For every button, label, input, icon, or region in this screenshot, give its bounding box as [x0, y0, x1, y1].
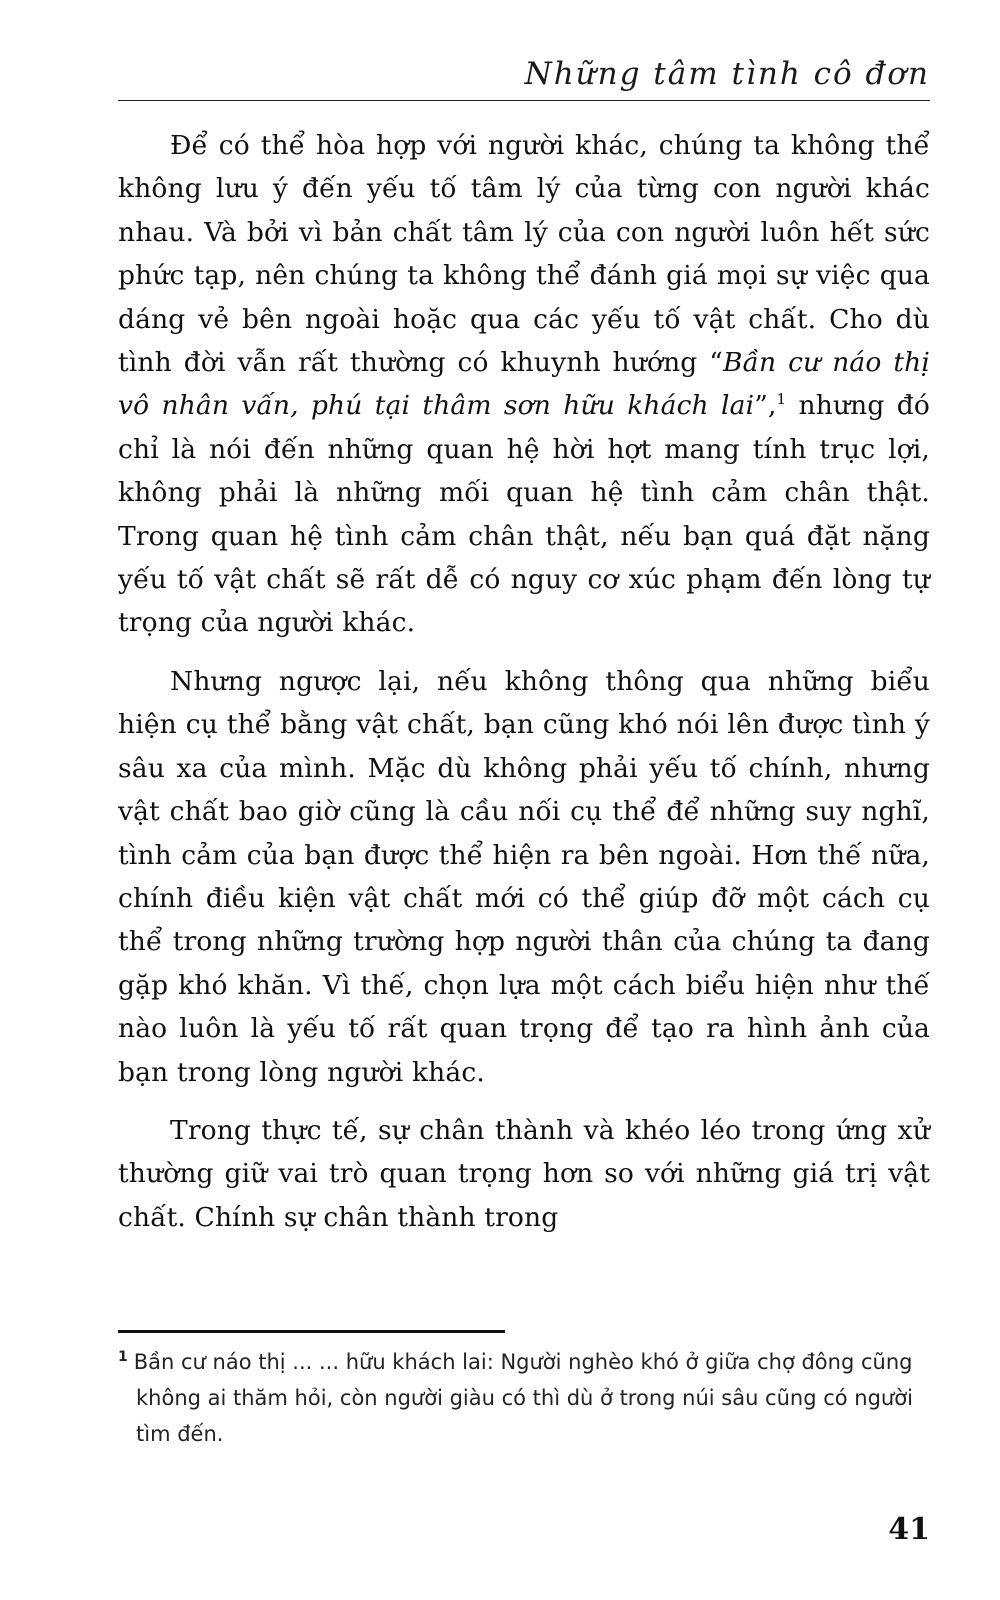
paragraph-1-text-c: nhưng đó chỉ là nói đến những quan hệ hời hợt mang tính trục lợi, không phải là những mối quan hệ tình cảm chân thật. Trong quan hệ tình cảm chân thật, nếu bạn quá đặt nặng yếu tố vật chất sẽ rất dễ có nguy cơ xúc phạm đến lòng tự trọng của người khác.	[118, 390, 930, 639]
footnote-mark: 1	[118, 1349, 128, 1365]
paragraph-1-text-a: Để có thể hòa hợp với người khác, chúng ta không thể không lưu ý đến yếu tố tâm lý của từng con người khác nhau. Và bởi vì bản chất tâm lý của con người luôn hết sức phức tạp, nên chúng ta không thể đánh giá mọi sự việc qua dáng vẻ bên ngoài hoặc qua các yếu tố vật chất. Cho dù tình đời vẫn rất thường có khuynh hướng “	[118, 130, 930, 379]
paragraph-3: Trong thực tế, sự chân thành và khéo léo trong ứng xử thường giữ vai trò quan trọng hơn so với những giá trị vật chất. Chính sự chân thành trong	[118, 1114, 930, 1233]
footnote-divider	[118, 1330, 505, 1333]
running-title: Những tâm tình cô đơn	[524, 56, 930, 92]
page-number: 41	[888, 1512, 930, 1547]
footnote-text: Bần cư náo thị ... ... hữu khách lai: Người nghèo khó ở giữa chợ đông cũng không ai thăm hỏi, còn người giàu có thì dù ở trong núi sâu cũng có người tìm đến.	[133, 1350, 913, 1446]
body-text	[118, 124, 930, 1254]
footnote	[118, 1344, 930, 1452]
proverb-quote: Bần cư náo thị vô nhân vấn, phú tại thâm sơn hữu khách lai	[118, 347, 930, 422]
paragraph-1	[118, 124, 930, 645]
running-header	[118, 54, 930, 101]
footnote-body	[118, 1344, 930, 1452]
footnote-reference[interactable]: 1	[776, 390, 787, 409]
paragraph-1-text-b: ”,	[754, 390, 777, 422]
paragraph-2: Nhưng ngược lại, nếu không thông qua những biểu hiện cụ thể bằng vật chất, bạn cũng khó nói lên được tình ý sâu xa của mình. Mặc dù không phải yếu tố chính, nhưng vật chất bao giờ cũng là cầu nối cụ thể để những suy nghĩ, tình cảm của bạn được thể hiện ra bên ngoài. Hơn thế nữa, chính điều kiện vật chất mới có thể giúp đỡ một cách cụ thể trong những trường hợp người thân của chúng ta đang gặp khó khăn. Vì thế, chọn lựa một cách biểu hiện như thế nào luôn là yếu tố rất quan trọng để tạo ra hình ảnh của bạn trong lòng người khác.	[118, 665, 930, 1088]
